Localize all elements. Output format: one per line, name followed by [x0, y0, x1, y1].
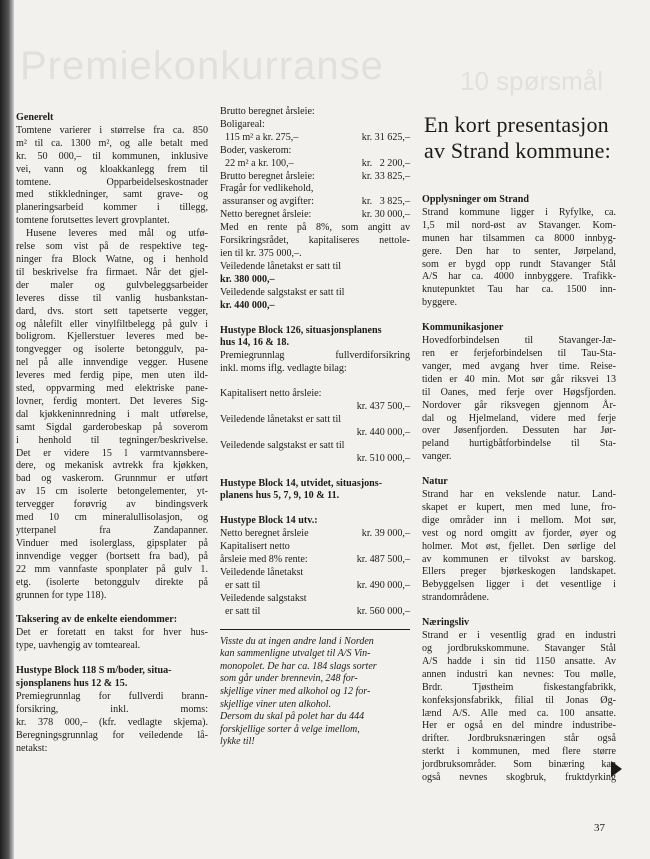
text-line: og jordbrukskommune. Stavanger Stål — [422, 643, 616, 654]
text-line: etg. (isolerte betonggulv direkte på — [16, 576, 208, 588]
table-row — [220, 593, 410, 606]
text-line: holmer. Mot øst, fjellet. Den sørlige del — [422, 540, 616, 552]
row-label: Netto beregnet årsleie — [220, 528, 309, 540]
text-line: tomtene forutsettes levert grovplantet. — [16, 215, 170, 227]
text-line: Nordover går riksvegen gjennom År- — [422, 399, 616, 411]
text-line: vanger, med avgang hver time. Reise- — [422, 360, 616, 372]
page-edge-shadow — [0, 0, 14, 859]
text-line: A/S har ca. 4000 innbyggere. Trafikk- — [422, 271, 616, 283]
paragraph-taksering — [16, 627, 208, 653]
heading-hustype-14-utvidet: Hustype Block 14, utvidet, situasjons- — [220, 477, 383, 489]
vinmonopolet-note — [220, 636, 410, 749]
table-row — [220, 541, 410, 554]
text-line: Bebyggelsen ligger i det vesentlige i — [422, 579, 616, 591]
text-line: leveres med ferdig pipe, men uten ild- — [16, 370, 208, 382]
heading-hustype-14-utvidet-sub: planens hus 5, 7, 9, 10 & 11. — [220, 490, 340, 502]
text-line: Vinduer med isolerglass, gipsplater på — [16, 537, 208, 549]
heading-kommunikasjoner: Kommunikasjoner — [422, 322, 504, 334]
row-value: kr. 2 200,– — [361, 157, 410, 169]
row-value: kr. 30 000,– — [361, 209, 410, 221]
text-line: dere, og mekanisk avtrekk fra kjøkken, — [16, 460, 208, 472]
row-label: er satt til — [220, 605, 261, 617]
text-line: A/S hadde i sin tid 1150 ansatte. Av — [422, 655, 616, 667]
text-line: dard, dvs. stort sett tapetserte vegger, — [16, 305, 208, 317]
text-line: munen har tilsammen ca 8000 innbyg- — [422, 232, 616, 244]
text-line: med 10 cm mineralullisolasjon, og — [16, 512, 208, 524]
text-line: m² til ca. 1300 m², og alle betalt med — [16, 137, 208, 149]
text-line: Forsikringsrådet, kapitaliseres nettole- — [220, 235, 410, 247]
text-line: sted, oppvarming med elektriske pane- — [16, 383, 208, 395]
divider — [220, 629, 410, 630]
text-line: strandområdene. — [422, 592, 489, 604]
continue-arrow-icon — [611, 761, 622, 777]
column-middle — [220, 106, 410, 749]
kapitalisert-value: kr. 437 500,– — [356, 401, 410, 413]
table-row — [220, 132, 410, 145]
text-line: Premiegrunnlag for fullverdi brann- — [16, 690, 208, 702]
text-line: skjellige viner uten alkohol. — [220, 698, 332, 710]
text-line: jordbruksområder. Som binæring kan — [422, 759, 616, 771]
row-label: Brutto beregnet årsleie: — [220, 170, 315, 182]
text-line: 22 mm vannfaste sponplater på gulv 1. — [16, 563, 208, 575]
text-line: der maler og gulvbeleggsarbeider — [16, 279, 208, 291]
paragraph-rente — [220, 222, 410, 261]
text-line: tongvegger og isolerte betonggulv, pa- — [16, 344, 208, 356]
text-line: skjellige viner med alkohol og 12 for- — [220, 686, 371, 697]
text-line: skapet er kupert, men med lune, fro- — [422, 501, 616, 513]
text-line: Med en rente på 8%, som angitt av — [220, 222, 410, 234]
text-line: dal kjøkkeninnredning i malt utførelse, — [16, 408, 208, 420]
heading-hustype-126: Hustype Block 126, situasjonsplanens — [220, 324, 382, 336]
text-line: lykke til! — [220, 736, 255, 748]
text-line: Strand kommune ligger i Ryfylke, ca. — [422, 206, 616, 218]
heading-generelt: Generelt — [16, 112, 54, 123]
text-line: tervegger forøvrig av bindingsverk — [16, 499, 208, 511]
heading-hustype-126-sub: hus 14, 16 & 18. — [220, 337, 289, 349]
row-label: Kapitalisert netto — [220, 541, 290, 553]
text-line: gere. Den har to senter, Jørpeland, — [422, 245, 616, 257]
paragraph-hustype-126 — [220, 350, 410, 376]
text-line: over Jøsenfjorden. Dessuten har Jør- — [422, 425, 616, 437]
text-line: som er bygd opp rundt Stavanger Stål — [422, 258, 616, 270]
row-value: kr. 3 825,– — [361, 196, 410, 208]
text-line: tiden er 40 min. Mot sør går riksvei 13 — [422, 373, 616, 385]
row-label: Veiledende salgstakst — [220, 592, 307, 604]
text-line: Brdr. Tjøstheim fiskestangfabrikk, — [422, 681, 616, 693]
table-row — [220, 196, 410, 209]
text-line: ninger fra Block Watne, og i henhold — [16, 253, 208, 265]
text-line: lænd A/S. Alle med ca. 100 ansatte. — [422, 707, 616, 719]
row-label: årsleie med 8% rente: — [220, 554, 308, 566]
rent-table-14 — [220, 528, 410, 618]
text-line: boligrom. Kjellerstuer leveres med be- — [16, 331, 208, 343]
text-line: grunnen for type 118). — [16, 589, 107, 601]
table-row — [220, 567, 410, 580]
table-row — [220, 171, 410, 184]
table-row — [220, 580, 410, 593]
column-left — [16, 112, 208, 756]
text-line: Visste du at ingen andre land i Norden — [220, 635, 374, 647]
text-line: av kommunen er tilvokst av barskog. — [422, 553, 616, 565]
text-line: dal og Hjelmeland, videre med ferje — [422, 412, 616, 424]
text-line: annen industri kan nevnes: Tou mølle, — [422, 668, 616, 680]
paragraph-hustype-118 — [16, 691, 208, 756]
text-line: konfeksjonsfabrikk, filial til Jonas Øg- — [422, 694, 616, 706]
heading-naeringsliv: Næringsliv — [422, 617, 470, 629]
text-line: Strand har en vekslende natur. Land- — [422, 489, 616, 501]
text-line: innvendige vegger (bortsett fra bad), på — [16, 550, 208, 562]
table-row — [220, 554, 410, 567]
text-line: som går under brennevin, 248 for- — [220, 673, 358, 685]
text-line: 1,5 mil nord-øst av Stavanger. Kom- — [422, 219, 616, 231]
row-label: 115 m² a kr. 275,– — [220, 131, 299, 143]
text-line: tomtene. Opparbeidelseskostnader — [16, 176, 208, 188]
heading-natur: Natur — [422, 476, 448, 488]
laanetakst-value: kr. 380 000,– — [220, 273, 275, 285]
text-line: Hovedforbindelsen til Stavanger-Jæ- — [422, 335, 616, 347]
veil-laanetakst-value: kr. 440 000,– — [356, 426, 410, 438]
row-label: Netto beregnet årsleie: — [220, 209, 312, 221]
laanetakst-line: Veiledende lånetakst er satt til — [220, 260, 342, 272]
text-line: vanger. — [422, 451, 452, 463]
text-line: til beskrivelse fra firmaet. Når det gjel- — [16, 266, 208, 278]
column-right — [422, 112, 616, 785]
text-line: netakst: — [16, 742, 48, 754]
row-label: assuranser og avgifter: — [220, 196, 314, 208]
text-line: Tomtene varierer i størrelse fra ca. 850 — [16, 124, 208, 136]
table-row — [220, 606, 410, 619]
text-line: til Oanes, med ferje over Høgsfjorden. — [422, 386, 616, 398]
row-label: Veiledende lånetakst — [220, 567, 304, 578]
paragraph-generelt — [16, 125, 208, 228]
text-line: knutepunktet Tau har ca. 1500 inn- — [422, 284, 616, 296]
row-label: Fragår for vedlikehold, — [220, 183, 314, 195]
text-line: nel på alle innvendige vegger. Husene — [16, 357, 208, 369]
table-row — [220, 158, 410, 171]
row-value: kr. 490 000,– — [356, 579, 410, 591]
text-line: vei, vann og kloakkanlegg frem til — [16, 163, 208, 175]
veil-laanetakst-label: Veiledende lånetakst er satt til — [220, 413, 342, 425]
salgstakst-value: kr. 440 000,– — [220, 299, 275, 311]
paragraph-husene — [16, 228, 208, 602]
text-line: kan sammenligne utvalget til A/S Vin- — [220, 648, 371, 660]
text-line: forskjellige sorter å velge imellom, — [220, 723, 360, 735]
text-line: og nålefilt eller vinylfiltbelegg på gulv i — [16, 318, 208, 330]
text-line: type, uavhengig av tomteareal. — [16, 640, 141, 652]
heading-hustype-118: Hustype Block 118 S m/boder, situa- — [16, 665, 172, 677]
text-line: peland hurtigbåtforbindelse til Sta- — [422, 438, 616, 450]
table-row — [220, 119, 410, 132]
article-title-line2: av Strand kommune: — [424, 138, 611, 163]
text-line: dige områder inn i mellom. Mot sør, — [422, 514, 616, 526]
text-line: Det er foretatt en takst for hver hus- — [16, 627, 208, 639]
paragraph-natur — [422, 489, 616, 605]
salgstakst-line: Veiledende salgstakst er satt til — [220, 286, 345, 298]
row-label: Boligareal: — [220, 118, 265, 130]
text-line: av 15 cm isolerte betongelementer, yt- — [16, 486, 208, 498]
text-line: også nevnes skogbruk, fruktdyrking — [422, 772, 616, 784]
text-line: bad og vaskerom. Grunnmur er utført — [16, 473, 208, 485]
text-line: Her er også en del mindre industribe- — [422, 720, 616, 732]
text-line: ren er ferjeforbindelsen til Tau-Sta- — [422, 347, 616, 359]
row-label: 22 m² a kr. 100,– — [220, 157, 294, 169]
text-line: ytterpanel fra Zandapanner. — [16, 525, 208, 536]
heading-hustype-118-sub: sjonsplanens hus 12 & 15. — [16, 678, 128, 690]
text-line: Beregningsgrunnlag for veiledende lå- — [16, 729, 208, 741]
heading-hustype-14-utv: Hustype Block 14 utv.: — [220, 515, 318, 527]
veil-salgstakst-label: Veiledende salgstakst er satt til — [220, 439, 345, 451]
row-value: kr. 31 625,– — [361, 131, 410, 143]
paragraph-opplysninger — [422, 207, 616, 310]
text-line: relse som vist på de respektive teg- — [16, 241, 208, 253]
veil-salgstakst-value: kr. 510 000,– — [356, 452, 410, 464]
row-label: er satt til — [220, 579, 261, 591]
heading-opplysninger: Opplysninger om Strand — [422, 194, 529, 205]
text-line: vest og nord omgitt av fjorder, øyer og — [422, 527, 616, 539]
text-line: samt Sigdal garderobeskap på soverom — [16, 421, 208, 433]
table-row — [220, 209, 410, 222]
kapitalisert-label: Kapitalisert netto årsleie: — [220, 388, 322, 400]
rent-table-118 — [220, 106, 410, 222]
text-line: Dersom du skal på polet har du 444 — [220, 711, 365, 723]
text-line: drifter. Jordbruksnæringen står også — [422, 733, 616, 745]
text-line: Ellers preger bjørkeskogen landskapet. — [422, 566, 616, 578]
text-line: byggere. — [422, 297, 458, 309]
text-line: Strand er i vesentlig grad en industri — [422, 630, 616, 642]
row-value: kr. 33 825,– — [361, 170, 410, 182]
text-line: sterkt i kommunen, med flere større — [422, 746, 616, 758]
row-value: kr. 560 000,– — [356, 605, 410, 617]
paragraph-kommunikasjoner — [422, 335, 616, 464]
text-line: planeringsarbeid kommer i tillegg, — [16, 202, 208, 214]
article-title-line1: En kort presentasjon — [424, 112, 609, 137]
text-line: kr. 378 000,– (kfr. vedlagte skjema). — [16, 716, 208, 728]
table-row — [220, 528, 410, 541]
heading-taksering: Taksering av de enkelte eiendommer: — [16, 614, 178, 626]
row-value: kr. 487 500,– — [356, 554, 410, 566]
row-value: kr. 39 000,– — [361, 528, 410, 540]
table-row — [220, 145, 410, 158]
text-line: monopolet. De har ca. 184 slags sorter — [220, 660, 377, 672]
paragraph-naeringsliv — [422, 630, 616, 785]
text-line: Husene leveres med mål og utfø- — [26, 228, 208, 240]
table-row — [220, 106, 410, 119]
row-label: Brutto beregnet årsleie: — [220, 106, 315, 117]
text-line: Det er videre 15 l varmtvannsbere- — [16, 447, 208, 459]
text-line: i henhold til tegninger/beskrivelse. — [16, 434, 208, 446]
text-line: inkl. moms iflg. vedlagte bilag: — [220, 363, 347, 375]
text-line: ien til kr. 375 000,–. — [220, 247, 302, 259]
text-line: leveres disse til vanlig husbankstan- — [16, 292, 208, 304]
faded-background-heading: Premiekonkurranse — [20, 44, 384, 88]
text-line: forsikring, inkl. moms: — [16, 703, 208, 715]
page-number: 37 — [594, 822, 605, 834]
text-line: kr. 50 000,– til kommunen, inklusive — [16, 150, 208, 162]
text-line: lovner, ferdig montert. Det leveres Sig- — [16, 395, 208, 407]
row-label: Boder, vaskerom: — [220, 144, 292, 156]
faded-background-heading-right: 10 spørsmål — [460, 66, 604, 96]
text-line: med stikkledninger, samt grave- og — [16, 189, 208, 201]
text-line: Premiegrunnlag fullverdiforsikring — [220, 350, 410, 362]
table-row — [220, 183, 410, 196]
